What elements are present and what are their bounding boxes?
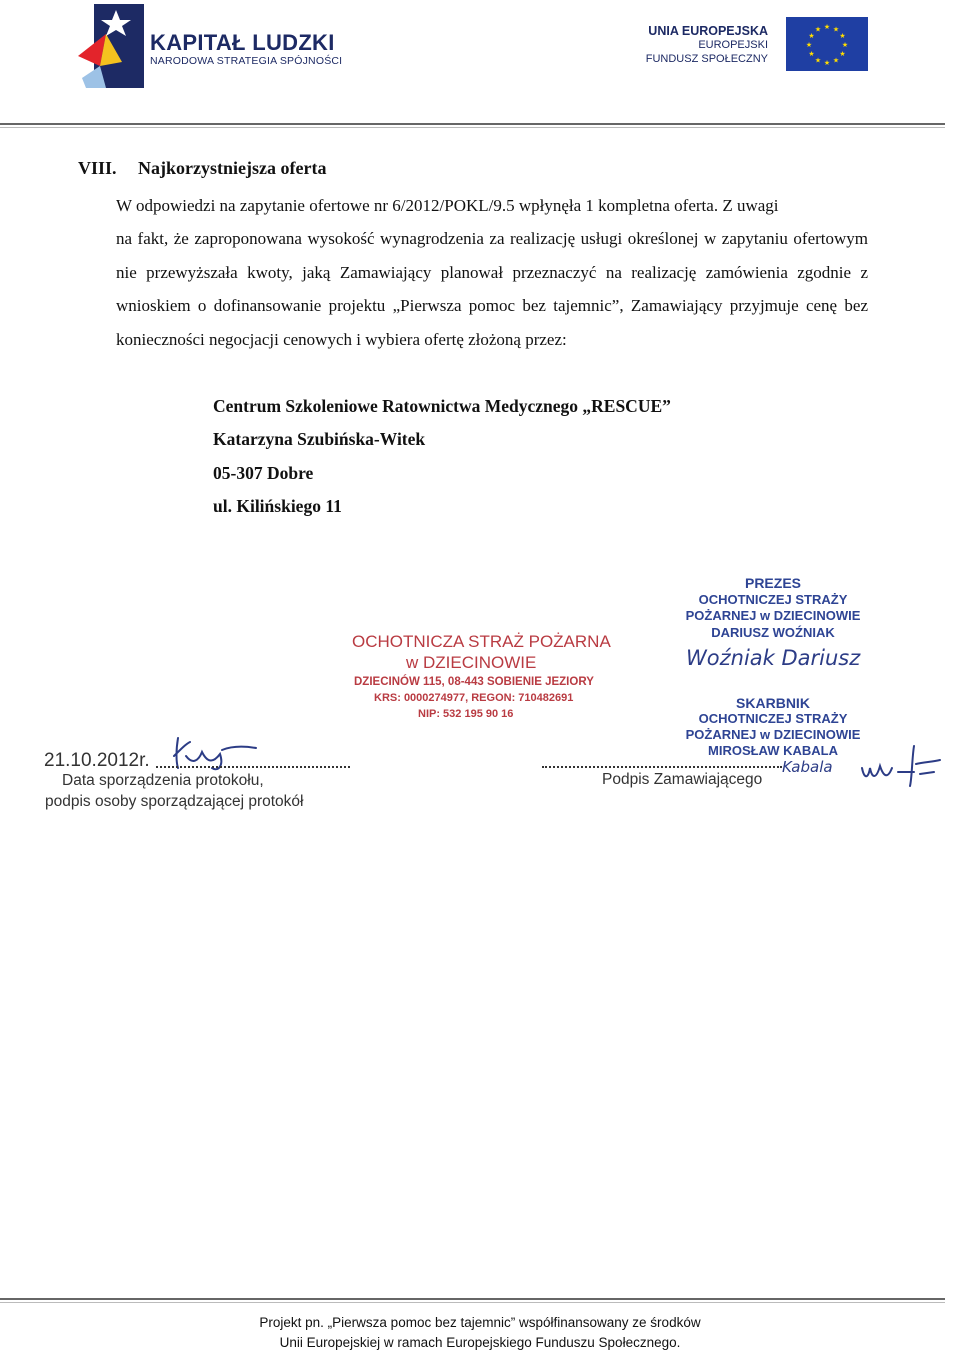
osp-stamp-name: OCHOTNICZA STRAŻ POŻARNA [352,632,611,651]
svg-text:★: ★ [832,56,840,65]
zamawiajacy-signature-scribble [858,738,942,790]
kapital-ludzki-title: KAPITAŁ LUDZKI [150,30,335,55]
osp-stamp-address: DZIECINÓW 115, 08-443 SOBIENIE JEZIORY [354,676,594,688]
svg-text:★: ★ [808,50,815,58]
eu-logo-line1: UNIA EUROPEJSKA [648,24,768,38]
eu-logo-line2: EUROPEJSKI [698,39,768,51]
header-rule-thin [0,127,945,128]
stamp-line: OCHOTNICZEJ STRAŻY [698,711,848,726]
section-paragraph [116,189,868,356]
section-title: Najkorzystniejsza oferta [138,158,327,178]
osp-stamp-krs: KRS: 0000274977, REGON: 710482691 [374,692,574,704]
footer-rule-thin [0,1302,945,1303]
left-caption-2: podpis osoby sporządzającej protokół [45,793,304,810]
kapital-ludzki-subtitle: NARODOWA STRATEGIA SPÓJNOŚCI [150,55,343,67]
svg-text:★: ★ [839,50,846,58]
footer [0,1313,960,1353]
footer-line2: Unii Europejskiej w ramach Europejskiego Funduszu Społecznego. [279,1335,681,1350]
address-line: 05-307 Dobre [213,462,314,483]
stamp-line: DARIUSZ WOŹNIAK [711,624,835,640]
svg-text:★: ★ [823,23,831,31]
stamp-line: PREZES [744,575,801,591]
paragraph-body: na fakt, że zaproponowana wysokość wynagrodzenia za realizację usługi określonej w zapytaniu ofertowym nie przewyższała kwoty, jaką Zamawiający planował przeznaczyć na realizację zamówienia zgodnie z wnioskiem o dofinansowanie projektu „Pierwsza pomoc bez tajemnic”, Zamawiający przyjmuje cenę bez konieczności negocjacji cenowych i wybiera ofertę złożoną przez: [116,229,868,349]
date-dotted-line [156,766,350,768]
address-line: ul. Kilińskiego 11 [213,496,342,517]
osp-stamp-town: w DZIECINOWIE [406,653,537,672]
skarbnik-signature: Kabala [782,758,833,776]
osp-stamp [352,632,611,722]
eu-logo-text [646,24,768,66]
stamp-line: OCHOTNICZEJ STRAŻY [698,591,848,607]
section-heading [78,158,326,179]
kapital-ludzki-logo [76,4,156,88]
prezes-stamp [680,575,866,641]
svg-text:★: ★ [814,25,822,34]
svg-text:★: ★ [808,32,815,40]
left-caption-1: Data sporządzenia protokołu, [62,772,264,789]
address-line: Centrum Szkoleniowe Ratownictwa Medycznego „RESCUE” [213,396,671,416]
svg-text:★: ★ [823,59,831,67]
stamp-line: SKARBNIK [736,695,810,711]
svg-text:★: ★ [805,41,813,49]
footer-rule [0,1298,945,1300]
svg-text:★: ★ [839,32,846,40]
svg-text:★: ★ [832,25,840,34]
eu-logo-line3: FUNDUSZ SPOŁECZNY [645,53,768,65]
skarbnik-stamp [680,695,866,759]
svg-text:★: ★ [841,41,849,49]
footer-line1: Projekt pn. „Pierwsza pomoc bez tajemnic” współfinansowany ze środków [259,1315,701,1330]
paragraph-first-line: W odpowiedzi na zapytanie ofertowe nr 6/2012/POKL/9.5 wpłynęła 1 kompletna oferta. Z uwagi [116,196,779,215]
protocol-date: 21.10.2012r. [44,750,150,771]
contractor-address [213,390,671,524]
stamp-line: POŻARNEJ w DZIECINOWIE [685,608,861,623]
prezes-signature: Woźniak Dariusz [686,646,861,670]
eu-flag-icon [786,17,868,71]
stamp-line: MIROSŁAW KABALA [708,743,838,758]
osp-stamp-nip: NIP: 532 195 90 16 [418,708,514,720]
right-dotted-line [542,766,782,768]
right-caption: Podpis Zamawiającego [602,771,763,788]
svg-text:★: ★ [814,56,822,65]
address-line: Katarzyna Szubińska-Witek [213,429,426,450]
stamp-line: POŻARNEJ w DZIECINOWIE [685,727,861,742]
header-rule [0,123,945,125]
section-number: VIII. [78,158,117,178]
